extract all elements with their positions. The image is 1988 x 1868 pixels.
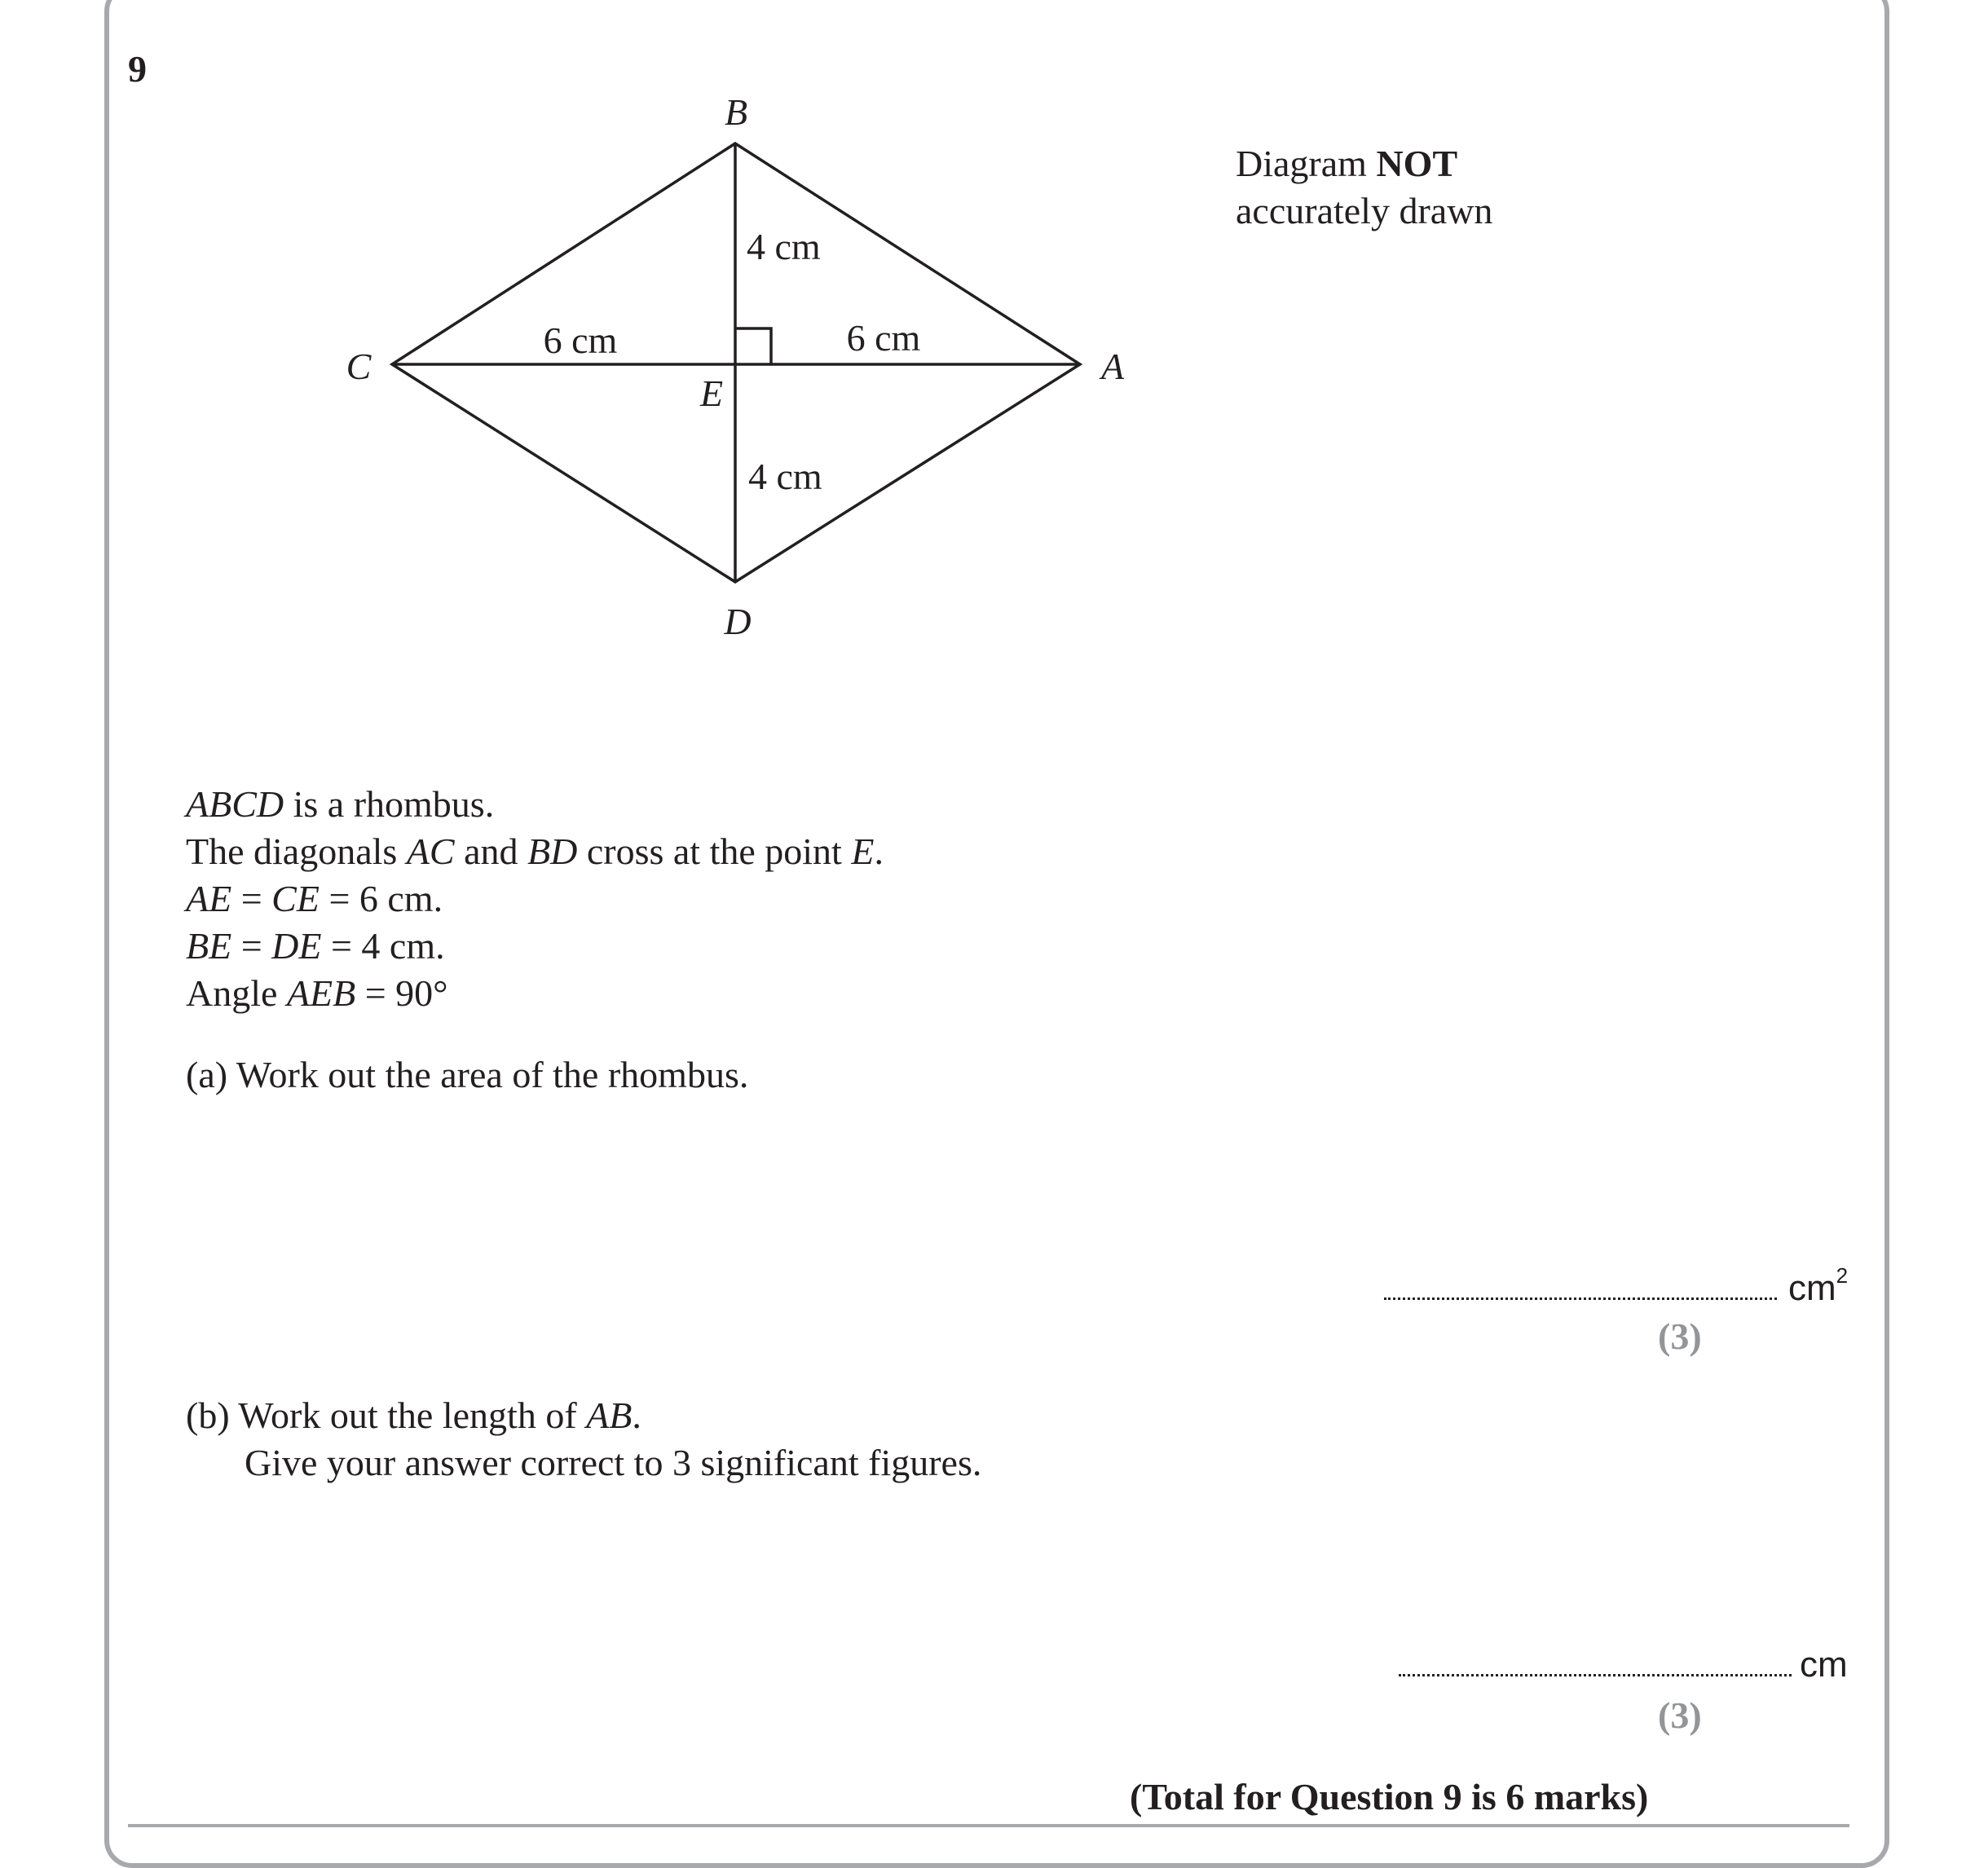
vertex-label-e: E (699, 372, 724, 414)
part-a-question: (a) Work out the area of the rhombus. (186, 1054, 749, 1095)
question-number: 9 (128, 48, 147, 90)
length-label-de: 4 cm (748, 456, 822, 497)
length-label-ce: 6 cm (543, 319, 618, 361)
rhombus-diagram (0, 0, 1988, 734)
diagram-note-not: NOT (1376, 143, 1458, 184)
diagram-note-line2: accurately drawn (1236, 190, 1493, 231)
part-a-unit: $cm^2$ (1788, 1263, 1849, 1308)
length-label-ae: 6 cm (846, 317, 921, 359)
question-total: (Total for Question 9 is 6 marks) (1130, 1776, 1649, 1817)
stem-line-4: BE = DE = 4 cm. (186, 925, 445, 967)
part-a-marks: (3) (1658, 1315, 1702, 1357)
part-b-instruction: Give your answer correct to 3 significant figures. (245, 1442, 982, 1483)
length-label-be: 4 cm (747, 226, 821, 267)
vertex-label-a: A (1100, 346, 1125, 387)
vertex-label-c: C (346, 346, 372, 387)
right-angle-marker (735, 328, 771, 364)
bottom-rule (128, 1824, 1849, 1827)
stem-line-3: AE = CE = 6 cm. (186, 878, 443, 919)
part-a-answer-line[interactable] (1384, 1297, 1777, 1300)
part-b-question: (b) Work out the length of AB. (186, 1394, 641, 1436)
part-a-label: (a) (186, 1054, 228, 1095)
part-b-answer-line[interactable] (1399, 1674, 1792, 1676)
diagram-note-line1: Diagram NOT (1236, 143, 1458, 184)
diagram-note (1236, 140, 1492, 235)
part-b-label: (b) (186, 1394, 230, 1436)
part-b-marks: (3) (1658, 1694, 1702, 1736)
stem-line-1: ABCD is a rhombus. (186, 783, 495, 825)
vertex-label-b: B (724, 91, 748, 133)
part-b-unit: cm (1800, 1645, 1848, 1685)
stem-line-5: Angle AEB = 90° (186, 972, 448, 1014)
vertex-label-d: D (724, 601, 752, 642)
stem-line-2: The diagonals AC and BD cross at the point E. (186, 830, 884, 872)
